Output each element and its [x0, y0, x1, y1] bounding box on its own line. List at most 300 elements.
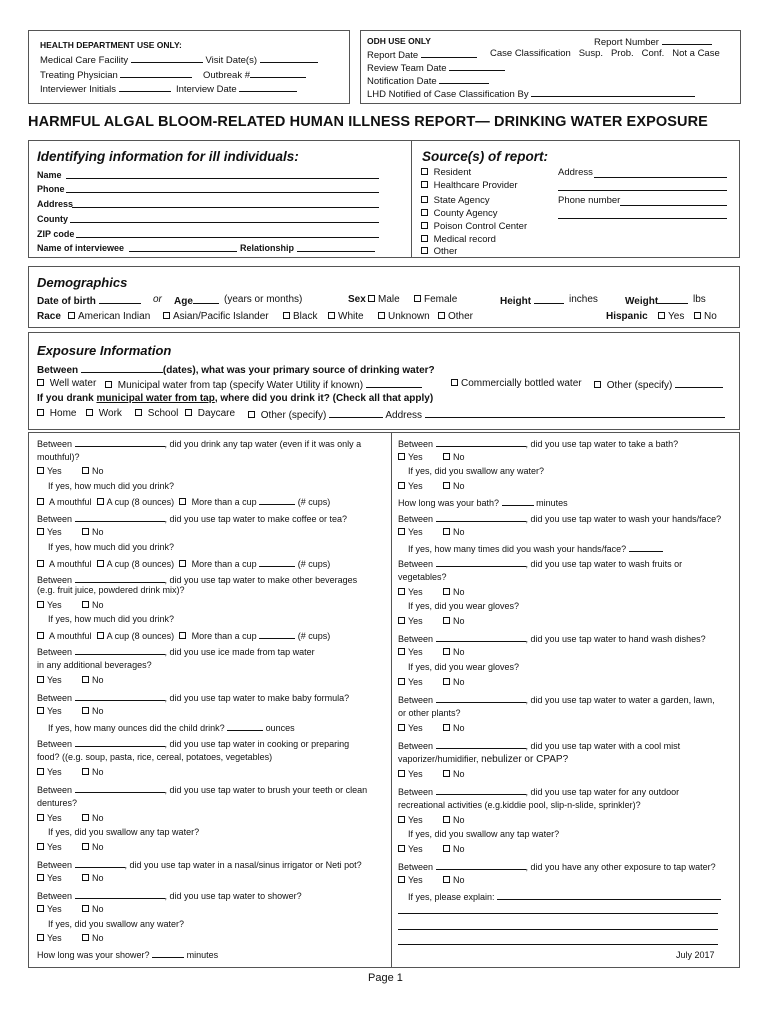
minutes-label: minutes	[536, 498, 568, 508]
checkbox-icon[interactable]	[82, 601, 89, 608]
left-q9s-yes[interactable]	[37, 933, 62, 944]
checkbox-icon[interactable]	[179, 560, 186, 567]
yes-label: Yes	[408, 844, 423, 854]
right-q3-yes[interactable]	[398, 587, 423, 598]
dob-field[interactable]	[37, 294, 141, 308]
identifying-heading: Identifying information for ill individuals:	[37, 149, 299, 164]
name-input[interactable]	[66, 178, 379, 179]
race-unknown[interactable]	[378, 311, 430, 323]
other-specify-label: Other (specify)	[606, 380, 673, 391]
notification-date-field[interactable]	[367, 74, 489, 88]
checkbox-icon[interactable]	[37, 707, 44, 714]
race-white[interactable]	[328, 311, 364, 323]
right-q7s-no[interactable]	[443, 844, 465, 855]
checkbox-icon[interactable]	[443, 648, 450, 655]
yes-label: Yes	[408, 452, 423, 462]
between-input[interactable]	[436, 557, 526, 567]
between-input[interactable]	[436, 693, 526, 703]
checkbox-icon[interactable]	[37, 560, 44, 567]
left-q2-yes[interactable]	[37, 527, 62, 538]
checkbox-icon[interactable]	[97, 560, 104, 567]
page-number: Page 1	[368, 972, 403, 984]
susp-option[interactable]: Susp.	[578, 48, 604, 59]
checkbox-icon[interactable]	[82, 768, 89, 775]
checkbox-icon[interactable]	[82, 676, 89, 683]
report-number-field[interactable]	[594, 35, 712, 49]
between-input[interactable]	[75, 889, 165, 899]
no-label: No	[453, 815, 465, 825]
cups-label: (# cups)	[297, 631, 331, 641]
left-q7-yes[interactable]	[37, 813, 62, 824]
dob-label: Date of birth	[37, 296, 96, 307]
checkbox-icon[interactable]	[37, 498, 44, 505]
checkbox-icon[interactable]	[163, 312, 170, 319]
between-input[interactable]	[75, 858, 125, 868]
yes-label: Yes	[47, 466, 62, 476]
left-q3b: (e.g. fruit juice, powdered drink mix)?	[37, 585, 185, 595]
between-input[interactable]	[75, 645, 165, 655]
source-address-input-2[interactable]	[558, 190, 727, 191]
right-q7-no[interactable]	[443, 815, 465, 826]
primary-source-question	[37, 363, 435, 377]
checkbox-icon[interactable]	[328, 312, 335, 319]
left-q8-yes[interactable]	[37, 873, 62, 884]
checkbox-icon[interactable]	[37, 379, 44, 386]
right-q8-yes[interactable]	[398, 875, 423, 886]
checkbox-icon[interactable]	[82, 707, 89, 714]
loc-home[interactable]	[37, 408, 76, 420]
left-q5-yes[interactable]	[37, 706, 62, 717]
relationship-input[interactable]	[297, 251, 375, 252]
hispanic-no[interactable]	[694, 311, 717, 323]
checkbox-icon[interactable]	[179, 632, 186, 639]
left-q7-no[interactable]	[82, 813, 104, 824]
checkbox-icon[interactable]	[443, 617, 450, 624]
left-q8-no[interactable]	[82, 873, 104, 884]
right-q2-yes[interactable]	[398, 527, 423, 538]
checkbox-icon[interactable]	[398, 816, 405, 823]
loc-work[interactable]	[86, 408, 122, 420]
drank-post: , where did you drink it? (Check all that apply)	[214, 393, 434, 404]
right-q3g-no[interactable]	[443, 616, 465, 627]
yes-label: Yes	[47, 706, 62, 716]
race-other[interactable]	[438, 311, 473, 323]
checkbox-icon[interactable]	[443, 453, 450, 460]
checkbox-icon[interactable]	[82, 467, 89, 474]
checkbox-icon[interactable]	[398, 845, 405, 852]
right-q1: Between , did you use tap water to take a bath?	[398, 439, 679, 449]
left-q6-no[interactable]	[82, 767, 104, 778]
between-input[interactable]	[75, 437, 165, 447]
no-label: No	[453, 677, 465, 687]
right-q5-yes[interactable]	[398, 723, 423, 734]
checkbox-icon[interactable]	[82, 905, 89, 912]
left-q1-text: , did you drink any tap water (even if it was only a	[164, 439, 362, 449]
source-poison[interactable]	[421, 221, 527, 233]
review-team-date-field[interactable]	[367, 61, 505, 75]
between-input[interactable]	[75, 691, 165, 701]
zip-input[interactable]	[76, 237, 379, 238]
between-input[interactable]	[75, 512, 165, 522]
source-resident[interactable]	[421, 167, 471, 179]
left-q9s-no[interactable]	[82, 933, 104, 944]
checkbox-icon[interactable]	[421, 235, 428, 242]
right-q5-text: , did you use tap water to water a garden, lawn,	[525, 695, 715, 705]
right-q5-no[interactable]	[443, 723, 465, 734]
right-q7s-yes[interactable]	[398, 844, 423, 855]
checkbox-icon[interactable]	[37, 676, 44, 683]
checkbox-icon[interactable]	[594, 381, 601, 388]
between-input[interactable]	[436, 860, 526, 870]
race-american-indian[interactable]	[68, 311, 150, 323]
checkbox-icon[interactable]	[179, 498, 186, 505]
report-date-field[interactable]	[367, 48, 477, 62]
name-label: Name	[37, 170, 62, 180]
right-q6b-text: vaporizer/humidifier,	[398, 754, 479, 764]
checkbox-icon[interactable]	[368, 295, 375, 302]
sources-heading: Source(s) of report:	[422, 149, 549, 164]
left-q6-yes[interactable]	[37, 767, 62, 778]
between-input[interactable]	[75, 783, 165, 793]
between-label: Between	[37, 365, 79, 376]
right-q4-no[interactable]	[443, 647, 465, 658]
no-label: No	[92, 873, 104, 883]
no-label: No	[453, 769, 465, 779]
checkbox-icon[interactable]	[82, 814, 89, 821]
checkbox-icon[interactable]	[398, 482, 405, 489]
checkbox-icon[interactable]	[421, 247, 428, 254]
checkbox-icon[interactable]	[105, 381, 112, 388]
loc-daycare[interactable]	[185, 408, 235, 420]
left-q4-yes[interactable]	[37, 675, 62, 686]
checkbox-icon[interactable]	[398, 528, 405, 535]
right-q1-swallow: If yes, did you swallow any water?	[408, 466, 545, 476]
left-q9-swallow: If yes, did you swallow any water?	[48, 919, 185, 929]
prob-option[interactable]: Prob.	[610, 48, 634, 59]
health-dept-heading: HEALTH DEPARTMENT USE ONLY:	[40, 40, 182, 50]
yes-label: Yes	[408, 587, 423, 597]
hispanic-no-label: No	[704, 311, 717, 322]
sex-female-label: Female	[424, 294, 458, 305]
form-date: July 2017	[676, 950, 715, 960]
checkbox-icon[interactable]	[378, 312, 385, 319]
address-label: Address	[37, 199, 74, 209]
case-classification-field[interactable]	[490, 48, 720, 60]
checkbox-icon[interactable]	[82, 843, 89, 850]
interviewee-input[interactable]	[129, 251, 237, 252]
right-q4g-no[interactable]	[443, 677, 465, 688]
checkbox-icon[interactable]	[37, 528, 44, 535]
years-months-label: (years or months)	[224, 294, 303, 305]
explain-line-4[interactable]	[398, 944, 718, 945]
left-q4b: in any additional beverages?	[37, 660, 152, 670]
right-q1-no[interactable]	[443, 452, 465, 463]
checkbox-icon[interactable]	[421, 196, 428, 203]
medical-care-facility-field[interactable]	[40, 53, 318, 67]
right-q4-yes[interactable]	[398, 647, 423, 658]
checkbox-icon[interactable]	[37, 768, 44, 775]
left-q9-no[interactable]	[82, 904, 104, 915]
race-american-indian-label: American Indian	[78, 311, 151, 322]
checkbox-icon[interactable]	[86, 409, 93, 416]
conf-option[interactable]: Conf.	[641, 48, 665, 59]
specify-utility-label: (specify Water Utility if known)	[229, 380, 364, 391]
right-q7: Between , did you use tap water for any outdoor	[398, 787, 680, 797]
weight-label: Weight	[625, 296, 659, 307]
between-input[interactable]	[436, 512, 526, 522]
left-q9-yes[interactable]	[37, 904, 62, 915]
checkbox-icon[interactable]	[37, 409, 44, 416]
checkbox-icon[interactable]	[37, 467, 44, 474]
no-label: No	[92, 675, 104, 685]
left-q5-ounces[interactable]	[48, 721, 295, 734]
checkbox-icon[interactable]	[135, 409, 142, 416]
source-other-specify[interactable]	[594, 378, 723, 392]
checkbox-icon[interactable]	[283, 312, 290, 319]
source-medical-record-label: Medical record	[433, 234, 496, 245]
between-input[interactable]	[436, 632, 526, 642]
right-q4g-yes[interactable]	[398, 677, 423, 688]
shower-length-label: How long was your shower?	[37, 950, 150, 960]
left-q4-text: , did you use ice made from tap water	[164, 647, 315, 657]
checkbox-icon[interactable]	[414, 295, 421, 302]
source-municipal[interactable]	[105, 378, 422, 392]
right-q1s-no[interactable]	[443, 481, 465, 492]
county-label: County	[37, 214, 68, 224]
checkbox-icon[interactable]	[68, 312, 75, 319]
source-well[interactable]	[37, 378, 96, 390]
source-phone-input-2[interactable]	[558, 218, 727, 219]
right-q3g-yes[interactable]	[398, 616, 423, 627]
source-state[interactable]	[421, 195, 490, 207]
between-input[interactable]	[436, 739, 526, 749]
checkbox-icon[interactable]	[438, 312, 445, 319]
checkbox-icon[interactable]	[82, 934, 89, 941]
interview-date-label: Interview Date	[175, 84, 237, 95]
race-black[interactable]	[283, 311, 317, 323]
yes-label: Yes	[408, 677, 423, 687]
source-phone-input[interactable]	[620, 205, 727, 206]
checkbox-icon[interactable]	[37, 814, 44, 821]
height-field[interactable]	[500, 294, 564, 308]
mouthful-label: A mouthful	[49, 497, 92, 507]
source-address-input[interactable]	[594, 177, 727, 178]
loc-address-label: Address	[385, 410, 423, 421]
checkbox-icon[interactable]	[37, 934, 44, 941]
checkbox-icon[interactable]	[451, 379, 458, 386]
between-input[interactable]	[75, 573, 165, 583]
left-q7s-yes[interactable]	[37, 842, 62, 853]
sex-female[interactable]	[414, 294, 457, 306]
right-q6c-text: nebulizer or CPAP?	[481, 754, 569, 765]
checkbox-icon[interactable]	[694, 312, 701, 319]
checkbox-icon[interactable]	[248, 411, 255, 418]
left-q2-no[interactable]	[82, 527, 104, 538]
identifying-divider	[411, 140, 412, 258]
checkbox-icon[interactable]	[443, 816, 450, 823]
between-input[interactable]	[436, 437, 526, 447]
checkbox-icon[interactable]	[37, 843, 44, 850]
yes-label: Yes	[408, 616, 423, 626]
left-q1-how-much: If yes, how much did you drink?	[48, 481, 175, 491]
yes-label: Yes	[47, 842, 62, 852]
bath-length[interactable]	[398, 496, 568, 509]
no-label: No	[92, 933, 104, 943]
checkbox-icon[interactable]	[398, 724, 405, 731]
primary-question-label: (dates), what was your primary source of drinking water?	[162, 365, 435, 376]
checkbox-icon[interactable]	[398, 588, 405, 595]
left-q9: Between , did you use tap water to shower?	[37, 891, 302, 901]
race-asian-label: Asian/Pacific Islander	[173, 311, 269, 322]
left-q3-no[interactable]	[82, 600, 104, 611]
right-q6-no[interactable]	[443, 769, 465, 780]
right-q2-no[interactable]	[443, 527, 465, 538]
mouthful-label: A mouthful	[49, 559, 92, 569]
checkbox-icon[interactable]	[37, 905, 44, 912]
loc-school[interactable]	[135, 408, 178, 420]
hispanic-yes[interactable]	[658, 311, 684, 323]
cup-label: A cup (8 ounces)	[106, 497, 175, 507]
checkbox-icon[interactable]	[82, 874, 89, 881]
checkbox-icon[interactable]	[185, 409, 192, 416]
interviewer-initials-label: Interviewer Initials	[40, 84, 117, 95]
right-q8-explain[interactable]	[408, 890, 721, 903]
right-q1-text: , did you use tap water to take a bath?	[525, 439, 679, 449]
right-q7-text: , did you use tap water for any outdoor	[525, 787, 680, 797]
right-q1-yes[interactable]	[398, 452, 423, 463]
explain-line-3[interactable]	[398, 929, 718, 930]
county-input[interactable]	[70, 222, 379, 223]
yes-label: Yes	[408, 875, 423, 885]
left-q4-no[interactable]	[82, 675, 104, 686]
checkbox-icon[interactable]	[37, 601, 44, 608]
checkbox-icon[interactable]	[97, 498, 104, 505]
checkbox-icon[interactable]	[398, 770, 405, 777]
no-label: No	[453, 875, 465, 885]
medical-care-facility-label: Medical Care Facility	[40, 55, 129, 66]
checkbox-icon[interactable]	[658, 312, 665, 319]
left-q6b: food? ((e.g. soup, pasta, rice, cereal, potatoes, vegetables)	[37, 752, 273, 762]
yes-label: Yes	[408, 723, 423, 733]
race-black-label: Black	[293, 311, 318, 322]
interviewer-field[interactable]	[40, 82, 297, 96]
left-q1-no[interactable]	[82, 466, 104, 477]
loc-other[interactable]	[248, 408, 725, 422]
yes-label: Yes	[47, 675, 62, 685]
weight-field[interactable]	[625, 294, 688, 308]
checkbox-icon[interactable]	[398, 678, 405, 685]
left-q2-amounts[interactable]	[37, 557, 330, 570]
right-q6-text: , did you use tap water with a cool mist	[525, 741, 681, 751]
left-q3-amounts[interactable]	[37, 629, 330, 642]
right-q3-no[interactable]	[443, 587, 465, 598]
right-q1s-yes[interactable]	[398, 481, 423, 492]
interviewee-label: Name of interviewee	[37, 243, 125, 253]
checkbox-icon[interactable]	[97, 632, 104, 639]
left-q6-text: , did you use tap water in cooking or preparing	[164, 739, 350, 749]
sex-male-label: Male	[378, 294, 400, 305]
yes-label: Yes	[408, 815, 423, 825]
checkbox-icon[interactable]	[443, 876, 450, 883]
right-q6-yes[interactable]	[398, 769, 423, 780]
checkbox-icon[interactable]	[443, 770, 450, 777]
source-other[interactable]	[421, 246, 457, 256]
phone-input[interactable]	[66, 192, 379, 193]
work-label: Work	[98, 408, 122, 419]
dates-input[interactable]	[81, 363, 163, 373]
source-resident-label: Resident	[433, 167, 472, 178]
checkbox-icon[interactable]	[421, 209, 428, 216]
checkbox-icon[interactable]	[443, 724, 450, 731]
checkbox-icon[interactable]	[443, 678, 450, 685]
checkbox-icon[interactable]	[398, 648, 405, 655]
checkbox-icon[interactable]	[443, 588, 450, 595]
lhd-notified-field[interactable]	[367, 87, 695, 101]
source-healthcare[interactable]	[421, 180, 518, 192]
between-input[interactable]	[436, 785, 526, 795]
age-field[interactable]	[174, 294, 219, 308]
right-q2: Between , did you use tap water to wash your hands/face?	[398, 514, 722, 524]
checkbox-icon[interactable]	[421, 222, 428, 229]
checkbox-icon[interactable]	[443, 482, 450, 489]
between-input[interactable]	[75, 737, 165, 747]
race-unknown-label: Unknown	[388, 311, 430, 322]
checkbox-icon[interactable]	[37, 874, 44, 881]
checkbox-icon[interactable]	[398, 453, 405, 460]
shower-length[interactable]	[37, 948, 218, 961]
mouthful-label: A mouthful	[49, 631, 92, 641]
right-q2-times[interactable]	[408, 542, 663, 555]
source-medical-record[interactable]	[421, 234, 496, 246]
right-q8-no[interactable]	[443, 875, 465, 886]
source-county[interactable]	[421, 208, 498, 220]
checkbox-icon[interactable]	[421, 168, 428, 175]
age-label: Age	[174, 296, 193, 307]
left-q1-amounts[interactable]	[37, 495, 330, 508]
left-q7s-no[interactable]	[82, 842, 104, 853]
hispanic-label: Hispanic	[606, 311, 648, 322]
treating-physician-field[interactable]	[40, 68, 306, 82]
checkbox-icon[interactable]	[37, 632, 44, 639]
left-q5-no[interactable]	[82, 706, 104, 717]
right-q7-yes[interactable]	[398, 815, 423, 826]
left-q3-yes[interactable]	[37, 600, 62, 611]
checkbox-icon[interactable]	[82, 528, 89, 535]
checkbox-icon[interactable]	[443, 528, 450, 535]
outbreak-label: Outbreak #	[203, 70, 250, 81]
hispanic-yes-label: Yes	[668, 311, 685, 322]
left-q1-yes[interactable]	[37, 466, 62, 477]
race-asian[interactable]	[163, 311, 269, 323]
questions-divider	[391, 432, 392, 968]
school-label: School	[147, 408, 179, 419]
race-label: Race	[37, 311, 61, 322]
sex-male[interactable]	[368, 294, 400, 306]
checkbox-icon[interactable]	[398, 617, 405, 624]
drank-ul: municipal water from tap	[96, 393, 215, 404]
yes-label: Yes	[47, 600, 62, 610]
checkbox-icon[interactable]	[421, 181, 428, 188]
left-q7-swallow: If yes, did you swallow any tap water?	[48, 827, 200, 837]
address-input[interactable]	[72, 207, 379, 208]
source-bottled[interactable]	[451, 378, 582, 390]
checkbox-icon[interactable]	[398, 876, 405, 883]
not-a-case-option[interactable]: Not a Case	[672, 48, 720, 59]
explain-line-2[interactable]	[398, 913, 718, 914]
odh-heading: ODH USE ONLY	[367, 36, 431, 46]
no-label: No	[92, 600, 104, 610]
checkbox-icon[interactable]	[443, 845, 450, 852]
